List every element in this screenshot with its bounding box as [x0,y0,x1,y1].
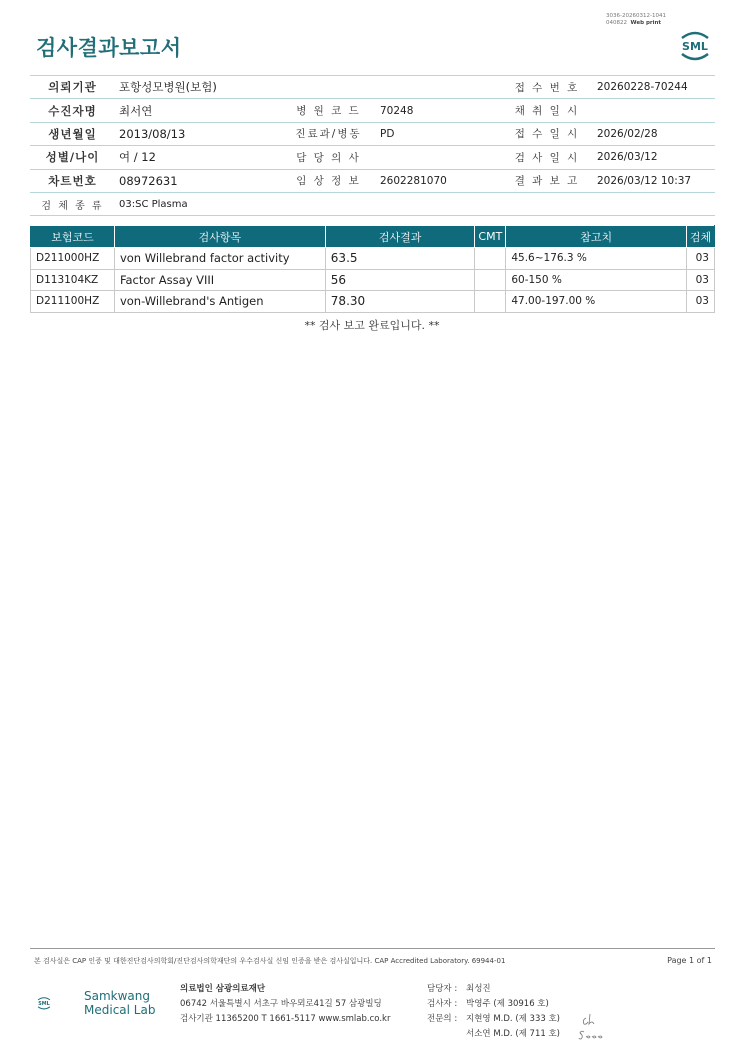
cmt-cell [475,291,506,313]
brand-name [84,989,155,1017]
info-label [281,76,376,99]
info-row [30,169,715,192]
test-result: 78.30 [325,291,475,313]
print-meta-label: Web print [630,20,662,26]
info-label: 담 당 의 사 [281,146,376,169]
info-label: 차트번호 [30,169,115,192]
info-value: 2026/03/12 10:37 [593,169,715,192]
info-value: 08972631 [115,169,281,192]
specimen-code: 03 [686,248,714,270]
info-label: 병 원 코 드 [281,99,376,122]
specimen-code: 03 [686,291,714,313]
info-value: 2602281070 [376,169,501,192]
org-contact: 검사기관 11365200 T 1661-5117 www.smlab.co.kr [180,1014,391,1024]
results-table [30,225,715,313]
info-value [376,192,501,215]
staff-value: 박영주 (제 30916 호) [466,999,549,1009]
staff-key [427,1027,466,1042]
info-label: 채 취 일 시 [501,99,593,122]
organization-info [180,982,390,1027]
table-row [31,248,715,270]
cmt-cell [475,248,506,270]
reference-range: 47.00-197.00 % [506,291,687,313]
info-value [376,76,501,99]
page-number: Page 1 of 1 [667,956,712,965]
insurance-code: D211000HZ [31,248,115,270]
print-meta-line1: 3036-20260312-1041 [606,13,666,19]
info-row [30,192,715,215]
test-result: 56 [325,269,475,291]
info-value: 70248 [376,99,501,122]
info-value: 여 / 12 [115,146,281,169]
column-header: 검체 [686,226,714,248]
info-label: 검 사 일 시 [501,146,593,169]
staff-key: 검사자 : [427,999,458,1009]
info-value: 최서연 [115,99,281,122]
staff-value: 최성진 [466,984,491,994]
table-row [31,269,715,291]
staff-row [427,982,560,997]
column-header: 보험코드 [31,226,115,248]
info-label: 접 수 번 호 [501,76,593,99]
info-value: 2026/03/12 [593,146,715,169]
print-meta-id: 040822 [606,20,628,26]
certification-text: 본 검사실은 CAP 인증 및 대한진단검사의학회/진단검사의학재단의 우수검사실 신임 인증을 받은 검사실입니다. CAP Accredited Laboratory. 69944-01 [34,957,506,965]
svg-text:SML: SML [38,1001,50,1008]
specimen-code: 03 [686,269,714,291]
info-row [30,122,715,145]
info-value [376,146,501,169]
brand-line1: Samkwang [84,989,150,1003]
info-value: PD [376,122,501,145]
signature-icon [578,1010,608,1042]
test-item: von-Willebrand's Antigen [114,291,325,313]
info-label: 생년월일 [30,122,115,145]
test-result: 63.5 [325,248,475,270]
patient-info-table [30,75,715,216]
info-label: 의뢰기관 [30,76,115,99]
org-address: 06742 서울특별시 서초구 바우뫼로41길 57 삼광빌딩 [180,999,382,1009]
staff-value: 서소연 M.D. (제 711 호) [466,1029,561,1039]
cmt-cell [475,269,506,291]
column-header: 검사항목 [114,226,325,248]
info-label: 결 과 보 고 [501,169,593,192]
info-value [593,99,715,122]
info-label [281,192,376,215]
info-label [501,192,593,215]
info-row [30,76,715,99]
info-value: 03:SC Plasma [115,192,281,215]
insurance-code: D113104KZ [31,269,115,291]
column-header: 검사결과 [325,226,475,248]
org-name: 의료법인 삼광의료재단 [180,984,266,994]
print-meta [606,13,666,27]
column-header: 참고치 [506,226,687,248]
table-row [31,291,715,313]
test-item: von Willebrand factor activity [114,248,325,270]
column-header: CMT [475,226,506,248]
brand-line2: Medical Lab [84,1003,156,1017]
staff-row [427,1012,560,1027]
info-value: 2013/08/13 [115,122,281,145]
info-value [593,192,715,215]
staff-info [427,982,560,1042]
sml-logo-icon [676,26,714,64]
staff-key: 전문의 : [427,1014,458,1024]
staff-value: 지현영 M.D. (제 333 호) [466,1014,561,1024]
reference-range: 45.6~176.3 % [506,248,687,270]
staff-row [427,997,560,1012]
info-row [30,146,715,169]
info-label: 수진자명 [30,99,115,122]
info-label: 임 상 정 보 [281,169,376,192]
footer-divider [30,948,715,949]
completion-note: ** 검사 보고 완료입니다. ** [304,319,440,332]
insurance-code: D211100HZ [31,291,115,313]
info-value: 2026/02/28 [593,122,715,145]
staff-key: 담당자 : [427,984,458,994]
report-title: 검사결과보고서 [36,36,182,60]
info-value: 포항성모병원(보험) [115,76,281,99]
info-value: 20260228-70244 [593,76,715,99]
samkwang-logo-icon [36,980,82,1026]
staff-row [427,1027,560,1042]
info-row [30,99,715,122]
results-header-row [31,226,715,248]
info-label: 검 체 종 류 [30,192,115,215]
reference-range: 60-150 % [506,269,687,291]
info-label: 진료과/병동 [281,122,376,145]
info-label: 성별/나이 [30,146,115,169]
svg-text:SML: SML [682,40,708,53]
info-label: 접 수 일 시 [501,122,593,145]
test-item: Factor Assay VIII [114,269,325,291]
